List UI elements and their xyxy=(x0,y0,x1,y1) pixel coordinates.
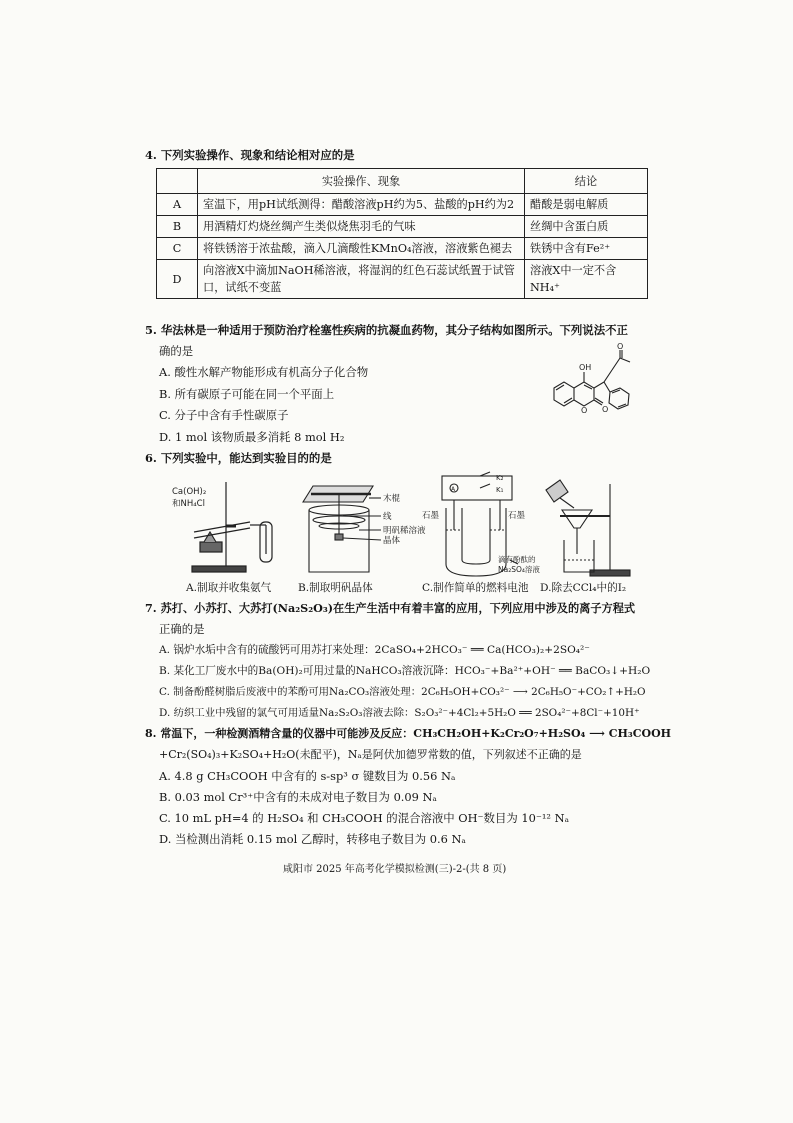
table-header-operation: 实验操作、现象 xyxy=(198,169,525,194)
q4-stem: 4. 下列实验操作、现象和结论相对应的是 xyxy=(145,148,355,162)
row-conclusion: 铁锈中含有Fe²⁺ xyxy=(525,238,648,260)
row-conclusion: 丝绸中含蛋白质 xyxy=(525,216,648,238)
page-footer: 咸阳市 2025 年高考化学模拟检测(三)-2-(共 8 页) xyxy=(283,864,507,875)
q5-option-b: B. 所有碳原子可能在同一个平面上 xyxy=(159,387,335,401)
caption-d: D.除去CCl₄中的I₂ xyxy=(540,582,627,594)
q8-option-d: D. 当检测出消耗 0.15 mol 乙醇时，转移电子数目为 0.6 Nₐ xyxy=(159,832,466,846)
q5-option-d: D. 1 mol 该物质最多消耗 8 mol H₂ xyxy=(159,430,345,444)
c-solution-label-2: Na₂SO₄溶液 xyxy=(498,565,540,574)
q7-option-b: B. 某化工厂废水中的Ba(OH)₂可用过量的NaHCO₃溶液沉降：HCO₃⁻+Ba²⁺+OH⁻ ══ BaCO₃↓+H₂O xyxy=(159,665,651,677)
row-conclusion: 溶液X中一定不含NH₄⁺ xyxy=(525,260,648,299)
figure-a-ammonia-apparatus xyxy=(170,470,290,578)
figure-c-fuel-cell xyxy=(420,468,545,580)
oh-label: OH xyxy=(579,363,592,372)
table-header-key xyxy=(157,169,198,194)
a-reagent-label-2: 和NH₄Cl xyxy=(172,499,205,509)
q8-option-b: B. 0.03 mol Cr³⁺中含有的未成对电子数目为 0.09 Nₐ xyxy=(159,790,437,804)
q8-option-c: C. 10 mL pH=4 的 H₂SO₄ 和 CH₃COOH 的混合溶液中 OH⁻数目为 10⁻¹² Nₐ xyxy=(159,811,569,825)
row-operation: 用酒精灯灼烧丝绸产生类似烧焦羽毛的气味 xyxy=(198,216,525,238)
table-header-conclusion: 结论 xyxy=(525,169,648,194)
caption-a: A.制取并收集氨气 xyxy=(186,582,272,594)
c-k1-label: K₁ xyxy=(496,486,504,494)
row-key: D xyxy=(157,260,198,299)
q4-table xyxy=(156,168,648,299)
q5-stem-line2: 确的是 xyxy=(159,344,194,358)
figure-d-filtration-apparatus xyxy=(540,474,640,580)
q8-stem-line1: 8. 常温下，一种检测酒精含量的仪器中可能涉及反应：CH₃CH₂OH+K₂Cr₂O₇+H₂SO₄ ⟶ CH₃COOH xyxy=(145,727,672,740)
row-operation: 向溶液X中滴加NaOH稀溶液，将湿润的红色石蕊试纸置于试管口，试纸不变蓝 xyxy=(198,260,525,299)
q8-stem-line2: +Cr₂(SO₄)₃+K₂SO₄+H₂O(未配平)，Nₐ是阿伏加德罗常数的值，下列叙述不正确的是 xyxy=(159,748,582,761)
b-thread-label: 线 xyxy=(383,512,392,522)
a-reagent-label-1: Ca(OH)₂ xyxy=(172,487,207,497)
q5-option-a: A. 酸性水解产物能形成有机高分子化合物 xyxy=(159,365,369,379)
table-row xyxy=(157,216,648,238)
table-row xyxy=(157,238,648,260)
warfarin-structure-diagram xyxy=(540,340,660,425)
q7-option-c: C. 制备酚醛树脂后废液中的苯酚可用Na₂CO₃溶液处理：2C₆H₅OH+CO₃²⁻ ⟶ 2C₆H₅O⁻+CO₂↑+H₂O xyxy=(159,686,646,698)
table-row xyxy=(157,194,648,216)
caption-c: C.制作简单的燃料电池 xyxy=(422,582,529,594)
q8-option-a: A. 4.8 g CH₃COOH 中含有的 s-sp³ σ 键数目为 0.56 Nₐ xyxy=(159,769,456,783)
b-stick-label: 木棍 xyxy=(383,494,401,504)
figure-b-alum-crystal xyxy=(293,472,426,578)
row-key: A xyxy=(157,194,198,216)
row-conclusion: 醋酸是弱电解质 xyxy=(525,194,648,216)
q7-stem-line1: 7. 苏打、小苏打、大苏打(Na₂S₂O₃)在生产生活中有着丰富的应用，下列应用中涉及的离子方程式 xyxy=(145,601,636,615)
carbonyl-oxygen-label: O xyxy=(602,405,609,414)
row-operation: 将铁锈溶于浓盐酸，滴入几滴酸性KMnO₄溶液，溶液紫色褪去 xyxy=(198,238,525,260)
c-solution-label-1: 滴有酚酞的 xyxy=(498,555,536,564)
table-header-row xyxy=(157,169,648,194)
q5-stem-line1: 5. 华法林是一种适用于预防治疗栓塞性疾病的抗凝血药物，其分子结构如图所示。下列说法不正 xyxy=(145,323,628,337)
row-key: B xyxy=(157,216,198,238)
q7-option-a: A. 锅炉水垢中含有的硫酸钙可用苏打来处理：2CaSO₄+2HCO₃⁻ ══ Ca(HCO₃)₂+2SO₄²⁻ xyxy=(159,644,590,656)
c-ammeter-label: A xyxy=(451,486,456,493)
q7-stem-line2: 正确的是 xyxy=(159,622,205,636)
q7-option-d: D. 纺织工业中残留的氯气可用适量Na₂S₂O₃溶液去除：S₂O₃²⁻+4Cl₂+5H₂O ══ 2SO₄²⁻+8Cl⁻+10H⁺ xyxy=(159,707,640,719)
q6-stem: 6. 下列实验中，能达到实验目的的是 xyxy=(145,451,332,465)
caption-b: B.制取明矾晶体 xyxy=(298,582,373,594)
row-operation: 室温下，用pH试纸测得：醋酸溶液pH约为5、盐酸的pH约为2 xyxy=(198,194,525,216)
ring-oxygen-label: O xyxy=(581,406,588,415)
table-row xyxy=(157,260,648,299)
c-k2-label: K₂ xyxy=(496,474,504,482)
ketone-oxygen-label: O xyxy=(617,342,624,351)
b-solution-label: 明矾稀溶液 xyxy=(383,526,426,536)
c-right-electrode-label: 石墨 xyxy=(508,511,526,521)
q5-option-c: C. 分子中含有手性碳原子 xyxy=(159,408,289,422)
b-crystal-label: 晶体 xyxy=(383,536,401,546)
c-left-electrode-label: 石墨 xyxy=(422,511,440,521)
row-key: C xyxy=(157,238,198,260)
